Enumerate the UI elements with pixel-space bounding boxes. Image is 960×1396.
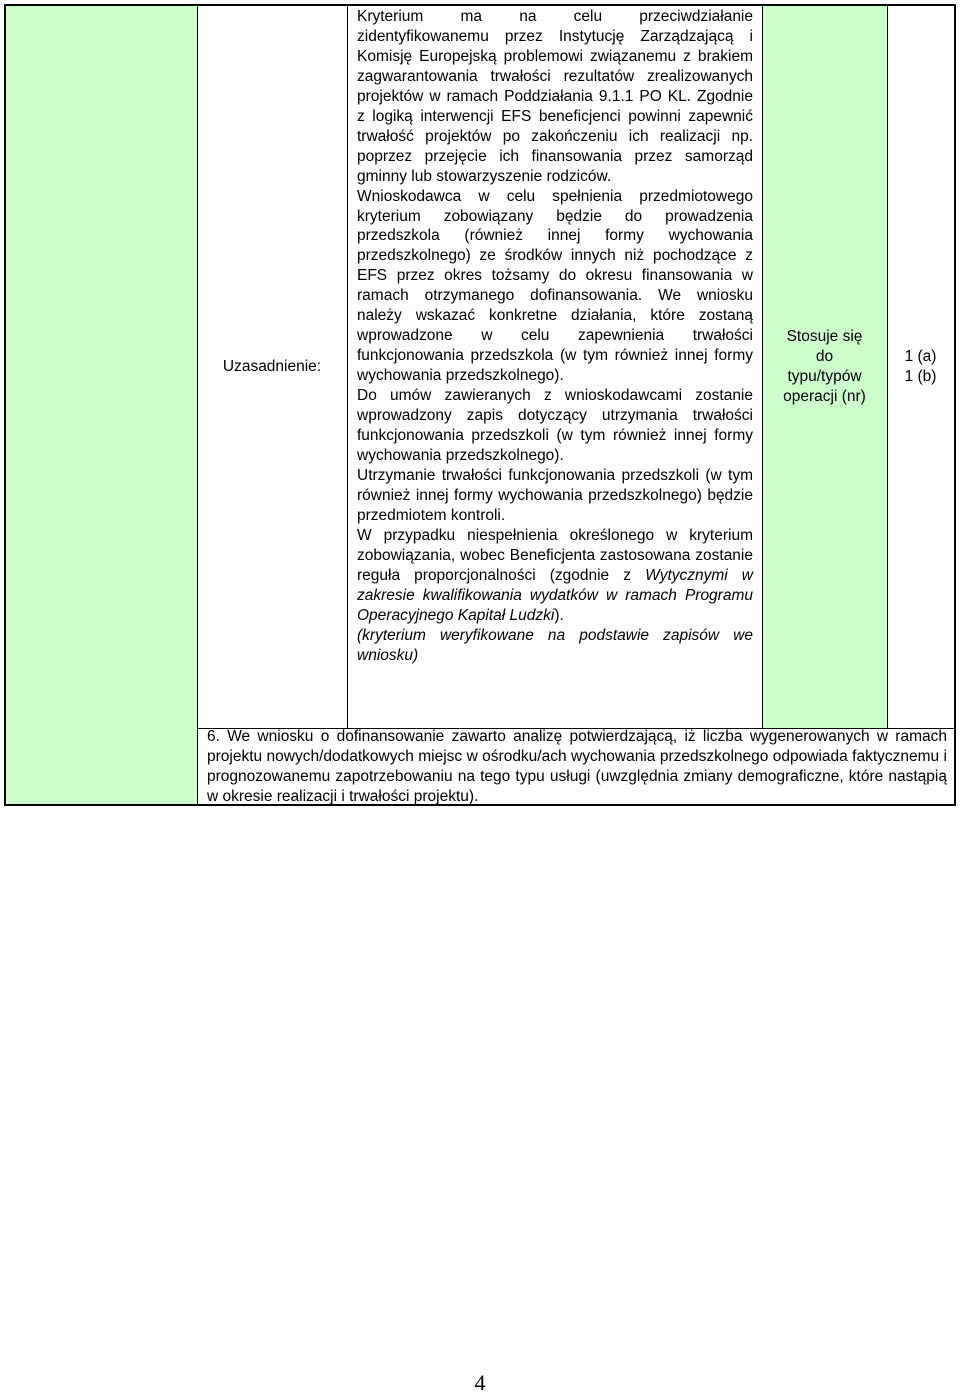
paragraph: Kryterium ma na celu przeciwdziałanie zidentyfikowanemu przez Instytucję Zarządzającą i Komisję Europejską problemowi związanemu z brakiem zagwarantowania trwałości rezultatów zrealizowanych projektów w ramach Poddziałania 9.1.1 PO KL. Zgodnie z logiką interwencji EFS beneficjenci powinni zapewnić trwałość projektów po zakończeniu ich realizacji np. poprzez przejęcie ich finansowania przez samorząd gminny lub stowarzyszenie rodziców. [357,8,753,185]
justification-label [197,6,347,728]
text-run: W przypadku niespełnienia określonego w kryterium zobowiązania, wobec Beneficjenta zastosowana zostanie reguła proporcjonalności (zgodnie z [357,526,753,584]
criterion-6-text: 6. We wniosku o dofinansowanie zawarto analizę potwierdzającą, iż liczba wygenerowanych w ramach projektu nowych/dodatkowych miejsc w ośrodku/ach wychowania przedszkolnego odpowiada faktycznemu i prognozowanemu zapotrzebowaniu na tego typu usługi (uwzględnia zmiany demograficzne, które nastąpią w okresie realizacji i trwałości projektu). [207,728,947,805]
justification-text [357,7,753,665]
text-run: ). [554,606,564,624]
applies-line: operacji (nr) [783,387,866,405]
justification-label-text: Uzasadnienie: [222,358,322,375]
verification-note-text: (kryterium weryfikowane na podstawie zapisów we wniosku) [357,626,753,664]
grid-line [347,6,348,728]
applies-line: do [815,348,834,366]
operation-types-cell [887,6,954,728]
paragraph: Utrzymanie trwałości funkcjonowania przedszkoli (w tym również innej formy wychowania przedszkolnego) będzie przedmiotem kontroli. [357,466,753,524]
page-number: 4 [474,1370,486,1395]
applies-line: Stosuje się [786,328,863,346]
paragraph-proportionality [357,526,753,626]
operation-type-b: 1 (b) [904,368,937,385]
applies-line: typu/typów [787,368,862,385]
verification-note [357,626,753,666]
applies-cell [762,6,887,728]
guidelines-title: Wytycznymi w zakresie kwalifikowania wydatków w ramach Programu Operacyjnego Kapitał Ludzki [357,566,753,624]
operation-type-a: 1 (a) [904,348,937,366]
paragraph: Do umów zawieranych z wnioskodawcami zostanie wprowadzony zapis dotyczący utrzymania trwałości funkcjonowania przedszkoli (w tym również innej formy wychowania przedszkolnego). [357,387,753,464]
criterion-6 [207,727,947,807]
paragraph: Wnioskodawca w celu spełnienia przedmiotowego kryterium zobowiązany będzie do prowadzenia przedszkola (również innej formy wychowania przedszkolnego) ze środków innych niż pochodzące z EFS przez okres tożsamy do okresu finansowania w ramach otrzymanego dofinansowania. We wniosku należy wskazać konkretne działania, które zostaną wprowadzone w celu zapewnienia trwałości funkcjonowania przedszkola (w tym również innej formy wychowania przedszkolnego). [357,187,753,385]
